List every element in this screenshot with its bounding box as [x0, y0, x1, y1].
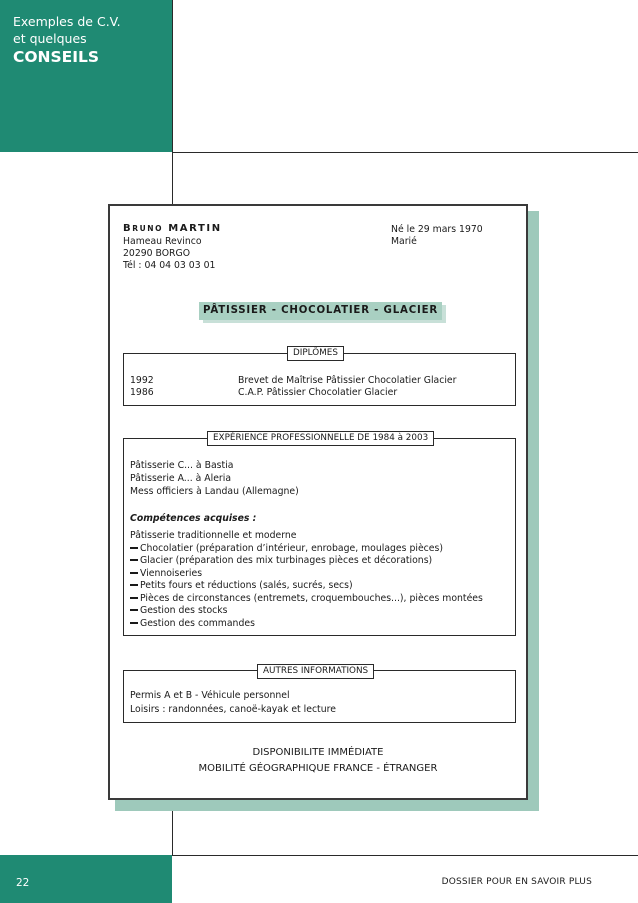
header-line-2: et quelques [13, 31, 87, 46]
job-title: PÂTISSIER - CHOCOLATIER - GLACIER [203, 305, 438, 316]
mobility-line: MOBILITÉ GÉOGRAPHIQUE FRANCE - ÉTRANGER [198, 763, 438, 774]
skills-intro: Pâtisserie traditionnelle et moderne [130, 530, 297, 541]
skill-item: Glacier (préparation des mix turbinages pièces et décorations) [130, 555, 432, 567]
birth-date: Né le 29 mars 1970 [391, 224, 483, 235]
page-number: 22 [16, 877, 30, 889]
footer-title: DOSSIER POUR EN SAVOIR PLUS [441, 877, 592, 887]
address-line-2: 20290 BORGO [123, 248, 191, 259]
other-info-label: AUTRES INFORMATIONS [257, 664, 374, 679]
frame-vertical-line-bottom [172, 811, 173, 855]
employer-1: Pâtisserie C... à Bastia [130, 460, 234, 471]
employer-3: Mess officiers à Landau (Allemagne) [130, 486, 299, 497]
title-banner [199, 302, 442, 320]
diploma-year-1: 1992 [130, 375, 154, 386]
skill-item: Chocolatier (préparation d’intérieur, enrobage, moulages pièces) [130, 543, 443, 555]
skills-heading: Compétences acquises : [130, 513, 257, 524]
address-line-1: Hameau Revinco [123, 236, 202, 247]
skill-item: Gestion des commandes [130, 618, 255, 630]
other-info-line-1: Permis A et B - Véhicule personnel [130, 690, 290, 701]
candidate-name: BRUNO MARTIN [123, 223, 222, 234]
skill-item: Gestion des stocks [130, 605, 227, 617]
marital-status: Marié [391, 236, 417, 247]
other-info-line-2: Loisirs : randonnées, canoë-kayak et lecture [130, 704, 336, 715]
header-title: CONSEILS [13, 48, 100, 66]
frame-horizontal-line [172, 152, 638, 153]
diploma-text-1: Brevet de Maîtrise Pâtissier Chocolatier Glacier [238, 375, 457, 386]
diploma-text-2: C.A.P. Pâtissier Chocolatier Glacier [238, 387, 398, 398]
header-line-1: Exemples de C.V. [13, 14, 121, 29]
skill-item: Petits fours et réductions (salés, sucrés, secs) [130, 580, 353, 592]
experience-label: EXPÉRIENCE PROFESSIONNELLE DE 1984 à 2003 [207, 431, 434, 446]
frame-vertical-line-top [172, 0, 173, 204]
skill-item: Pièces de circonstances (entremets, croquembouches...), pièces montées [130, 593, 483, 605]
employer-2: Pâtisserie A... à Aleria [130, 473, 232, 484]
footer-block [0, 855, 172, 903]
frame-footer-line [172, 855, 638, 856]
diploma-year-2: 1986 [130, 387, 154, 398]
phone-line: Tél : 04 04 03 03 01 [123, 260, 216, 271]
diplomas-label: DIPLÔMES [287, 346, 344, 361]
skill-item: Viennoiseries [130, 568, 202, 580]
header-block [0, 0, 172, 152]
availability-line: DISPONIBILITE IMMÉDIATE [252, 747, 384, 758]
